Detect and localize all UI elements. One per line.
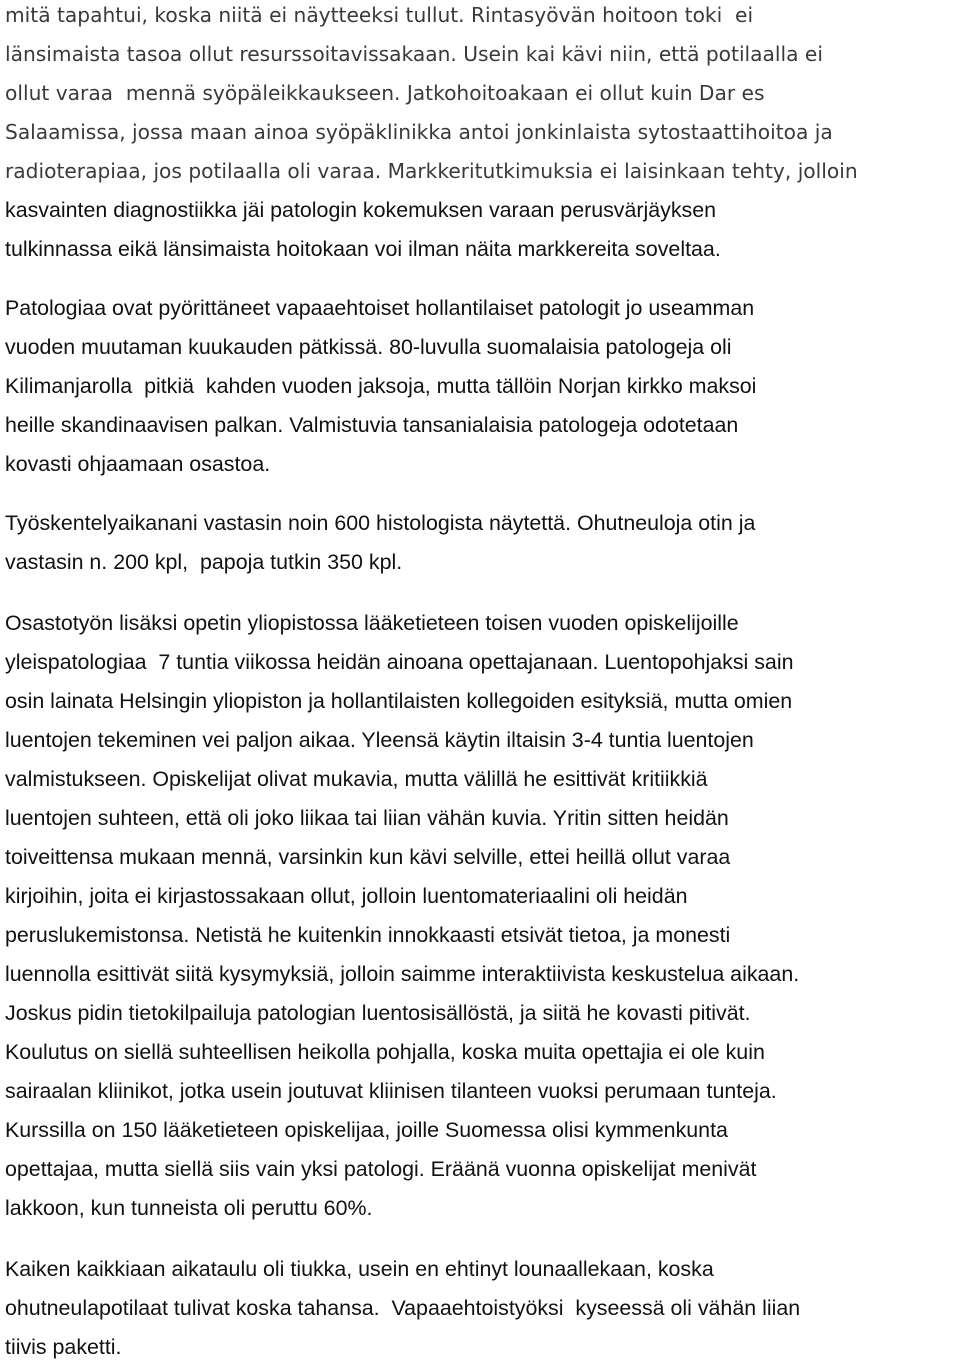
text-line: Kaiken kaikkiaan aikataulu oli tiukka, usein en ehtinyt lounaallekaan, koska: [5, 1257, 714, 1281]
text-line: ollut varaa mennä syöpäleikkaukseen. Jatkohoitoakaan ei ollut kuin Dar es: [5, 81, 765, 105]
text-line: Koulutus on siellä suhteellisen heikolla pohjalla, koska muita opettajia ei ole kuin: [5, 1040, 765, 1064]
text-line: kirjoihin, joita ei kirjastossakaan ollut, jolloin luentomateriaalini oli heidän: [5, 884, 688, 908]
text-line: Osastotyön lisäksi opetin yliopistossa lääketieteen toisen vuoden opiskelijoille: [5, 611, 739, 635]
text-line: sairaalan kliinikot, jotka usein joutuvat kliinisen tilanteen vuoksi perumaan tunteja.: [5, 1079, 777, 1103]
text-line: Kurssilla on 150 lääketieteen opiskelijaa, joille Suomessa olisi kymmenkunta: [5, 1118, 728, 1142]
text-line: Salaamissa, jossa maan ainoa syöpäklinikka antoi jonkinlaista sytostaattihoitoa ja: [5, 120, 833, 144]
text-line: Joskus pidin tietokilpailuja patologian luentosisällöstä, ja siitä he kovasti pitivät.: [5, 1001, 751, 1025]
text-line: vuoden muutaman kuukauden pätkissä. 80-luvulla suomalaisia patologeja oli: [5, 335, 732, 359]
text-line: kovasti ohjaamaan osastoa.: [5, 452, 271, 476]
text-line: heille skandinaavisen palkan. Valmistuvia tansanialaisia patologeja odotetaan: [5, 413, 739, 437]
text-line: luentojen tekeminen vei paljon aikaa. Yleensä käytin iltaisin 3-4 tuntia luentojen: [5, 728, 754, 752]
text-line: osin lainata Helsingin yliopiston ja hollantilaisten kollegoiden esityksiä, mutta omien: [5, 689, 793, 713]
text-line: tulkinnassa eikä länsimaista hoitokaan voi ilman näita markkereita soveltaa.: [5, 237, 721, 261]
text-line: länsimaista tasoa ollut resurssoitavissakaan. Usein kai kävi niin, että potilaalla ei: [5, 42, 823, 66]
text-line: opettajaa, mutta siellä siis vain yksi patologi. Eräänä vuonna opiskelijat menivät: [5, 1157, 757, 1181]
text-line: Kilimanjarolla pitkiä kahden vuoden jaksoja, mutta tällöin Norjan kirkko maksoi: [5, 374, 757, 398]
text-line: Patologiaa ovat pyörittäneet vapaaehtoiset hollantilaiset patologit jo useamman: [5, 296, 755, 320]
text-line: kasvainten diagnostiikka jäi patologin kokemuksen varaan perusvärjäyksen: [5, 198, 717, 222]
text-line: Työskentelyaikanani vastasin noin 600 histologista näytettä. Ohutneuloja otin ja: [5, 511, 756, 535]
text-line: mitä tapahtui, koska niitä ei näytteeksi tullut. Rintasyövän hoitoon toki ei: [5, 3, 754, 27]
text-line: peruslukemistonsa. Netistä he kuitenkin innokkaasti etsivät tietoa, ja monesti: [5, 923, 731, 947]
text-line: luentojen suhteen, että oli joko liikaa tai liian vähän kuvia. Yritin sitten heidän: [5, 806, 729, 830]
text-line: yleispatologiaa 7 tuntia viikossa heidän ainoana opettajanaan. Luentopohjaksi sain: [5, 650, 794, 674]
text-line: vastasin n. 200 kpl, papoja tutkin 350 kpl.: [5, 550, 403, 574]
text-line: radioterapiaa, jos potilaalla oli varaa. Markkeritutkimuksia ei laisinkaan tehty, jolloin: [5, 159, 858, 183]
text-line: toiveittensa mukaan mennä, varsinkin kun kävi selville, ettei heillä ollut varaa: [5, 845, 731, 869]
text-line: tiivis paketti.: [5, 1335, 122, 1359]
text-line: valmistukseen. Opiskelijat olivat mukavia, mutta välillä he esittivät kritiikkiä: [5, 767, 708, 791]
text-line: ohutneulapotilaat tulivat koska tahansa. Vapaaehtoistyöksi kyseessä oli vähän liian: [5, 1296, 801, 1320]
text-line: luennolla esittivät siitä kysymyksiä, jolloin saimme interaktiivista keskustelua aikaan.: [5, 962, 800, 986]
text-line: lakkoon, kun tunneista oli peruttu 60%.: [5, 1196, 373, 1220]
